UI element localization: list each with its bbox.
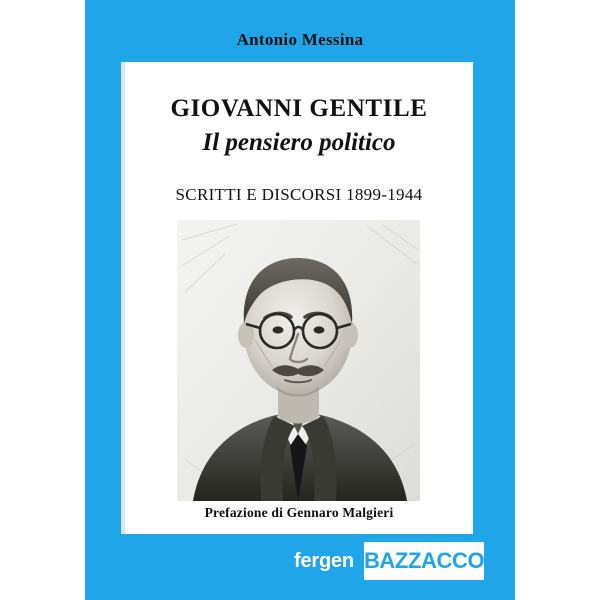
- preface-credit: Prefazione di Gennaro Malgieri: [204, 505, 394, 520]
- book-title-main: GIOVANNI GENTILE: [170, 95, 428, 122]
- imprint-label: fergen: [294, 549, 354, 572]
- portrait-illustration: [177, 220, 420, 501]
- book-cover: [85, 0, 515, 600]
- publisher-block: [290, 542, 485, 580]
- book-series-line: SCRITTI E DISCORSI 1899-1944: [175, 185, 423, 204]
- author-name: Antonio Messina: [236, 30, 364, 49]
- portrait-image: [177, 220, 420, 501]
- publisher-name: BAZZACCO: [364, 542, 484, 580]
- book-title-subtitle: Il pensiero politico: [202, 129, 396, 156]
- cover-panel: [125, 62, 473, 534]
